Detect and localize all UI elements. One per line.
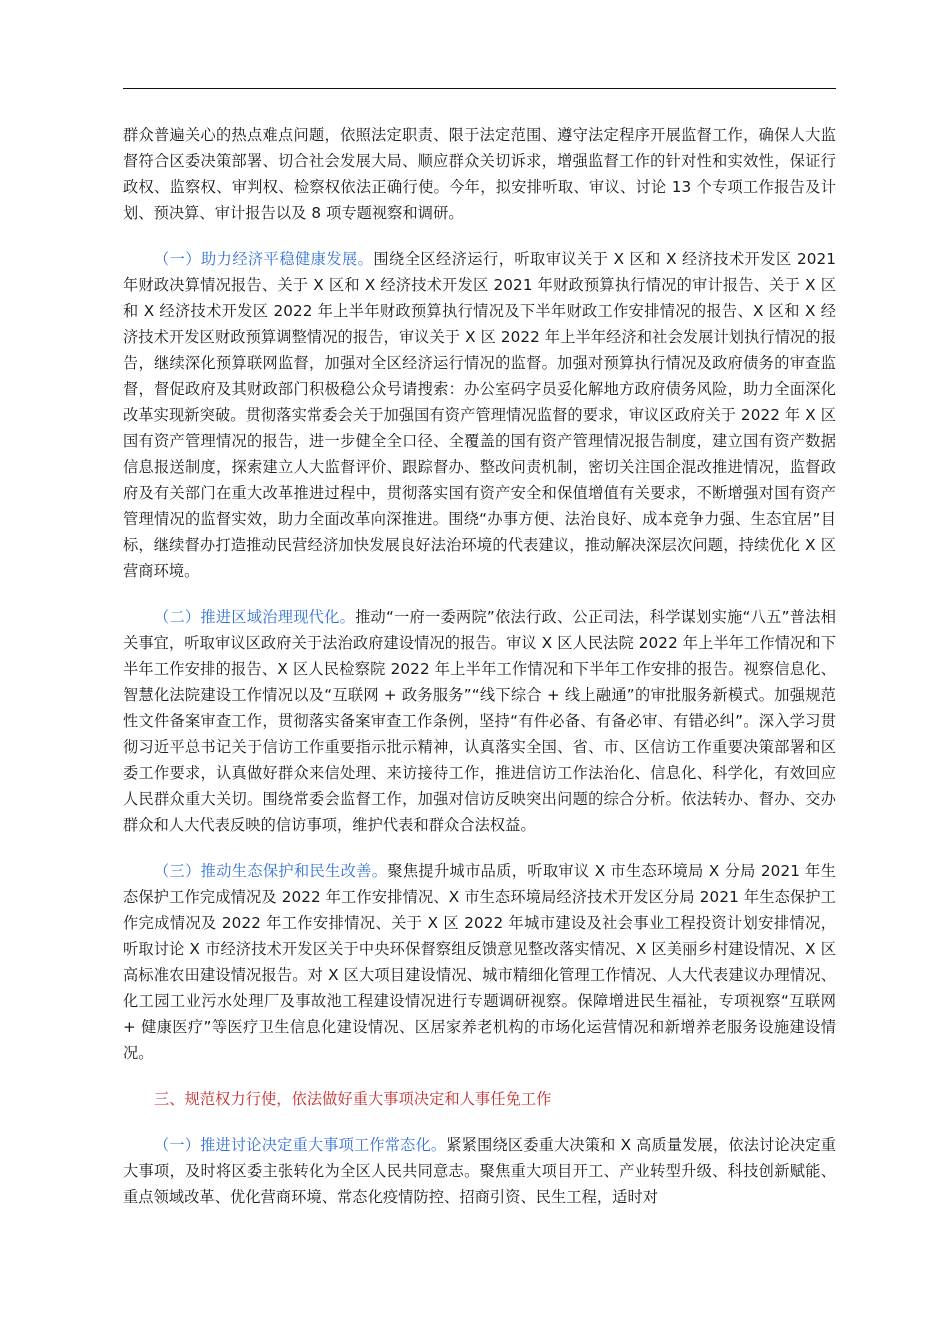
paragraph-lead: （一）推进讨论决定重大事项工作常态化。 — [154, 1136, 447, 1154]
paragraph-major-matters — [123, 1132, 836, 1210]
paragraph-text: 聚焦提升城市品质，听取审议 X 市生态环境局 X 分局 2021 年生态保护工作完成情况及 2022 年工作安排情况、X 市生态环境局经济技术开发区分局 2021 年生态保护工作完成情况及 2022 年工作安排情况、关于 X 区 2022 年城市建设及社会事业工程投资计划安排情况，听取讨论 X 市经济技术开发区关于中央环保督察组反馈意见整改落实情况、X 区美丽乡村建设情况、X 区高标准农田建设情况报告。对 X 区大项目建设情况、城市精细化管理工作情况、人大代表建议办理情况、化工园工业污水处理厂及事故池工程建设情况进行专题调研视察。保障增进民生福祉，专项视察“互联网 + 健康医疗”等医疗卫生信息化建设情况、区居家养老机构的市场化运营情况和新增养老服务设施建设情况。 — [123, 862, 836, 1062]
paragraph-governance — [123, 604, 836, 838]
header-rule — [123, 88, 836, 89]
paragraph-text: 群众普遍关心的热点难点问题，依照法定职责、限于法定范围、遵守法定程序开展监督工作，确保人大监督符合区委决策部署、切合社会发展大局、顺应群众关切诉求，增强监督工作的针对性和实效性，保证行政权、监察权、审判权、检察权依法正确行使。今年，拟安排听取、审议、讨论 13 个专项工作报告及计划、预决算、审计报告以及 8 项专题视察和调研。 — [123, 126, 836, 222]
section-heading: 三、规范权力行使，依法做好重大事项决定和人事任免工作 — [154, 1090, 552, 1108]
paragraph-text: 推动“一府一委两院”依法行政、公正司法，科学谋划实施“八五”普法相关事宜，听取审议区政府关于法治政府建设情况的报告。审议 X 区人民法院 2022 年上半年工作情况和下半年工作安排的报告、X 区人民检察院 2022 年上半年工作情况和下半年工作安排的报告。视察信息化、智慧化法院建设工作情况以及“互联网 + 政务服务”“线下综合 + 线上融通”的审批服务新模式。加强规范性文件备案审查工作，贯彻落实备案审查工作条例，坚持“有件必备、有备必审、有错必纠”。深入学习贯彻习近平总书记关于信访工作重要指示批示精神，认真落实全国、省、市、区信访工作重要决策部署和区委工作要求，认真做好群众来信处理、来访接待工作，推进信访工作法治化、信息化、科学化，有效回应人民群众重大关切。围绕常委会监督工作，加强对信访反映突出问题的综合分析。依法转办、督办、交办群众和人大代表反映的信访事项，维护代表和群众合法权益。 — [123, 608, 836, 834]
paragraph-lead: （二）推进区域治理现代化。 — [154, 608, 356, 626]
document-body — [123, 122, 836, 1230]
paragraph-text: 围绕全区经济运行，听取审议关于 X 区和 X 经济技术开发区 2021 年财政决算情况报告、关于 X 区和 X 经济技术开发区 2021 年财政预算执行情况的审计报告、关于 X 区和 X 经济技术开发区 2022 年上半年财政预算执行情况及下半年财政工作安排情况的报告、X 区和 X 经济技术开发区财政预算调整情况的报告，审议关于 X 区 2022 年上半年经济和社会发展计划执行情况的报告，继续深化预算联网监督，加强对全区经济运行情况的监督。加强对预算执行情况及政府债务的审查监督，督促政府及其财政部门积极稳公众号请搜索：办公室码字员妥化解地方政府债务风险，助力全面深化改革实现新突破。贯彻落实常委会关于加强国有资产管理情况监督的要求，审议区政府关于 2022 年 X 区国有资产管理情况的报告，进一步健全全口径、全覆盖的国有资产管理情况报告制度，建立国有资产数据信息报送制度，探索建立人大监督评价、跟踪督办、整改问责机制，密切关注国企混改推进情况，监督政府及有关部门在重大改革推进过程中，贯彻落实国有资产安全和保值增值有关要求，不断增强对国有资产管理情况的监督实效，助力全面改革向深推进。围绕“办事方便、法治良好、成本竞争力强、生态宜居”目标，继续督办打造推动民营经济加快发展良好法治环境的代表建议，推动解决深层次问题，持续优化 X 区营商环境。 — [123, 250, 836, 580]
paragraph-text: 紧紧围绕区委重大决策和 X 高质量发展，依法讨论决定重大事项，及时将区委主张转化为全区人民共同意志。聚焦重大项目开工、产业转型升级、科技创新赋能、重点领域改革、优化营商环境、常态化疫情防控、招商引资、民生工程，适时对 — [123, 1136, 836, 1206]
paragraph-ecology — [123, 858, 836, 1066]
paragraph-economy — [123, 246, 836, 584]
paragraph-intro — [123, 122, 836, 226]
paragraph-lead: （一）助力经济平稳健康发展。 — [154, 250, 374, 268]
paragraph-lead: （三）推动生态保护和民生改善。 — [154, 862, 388, 880]
